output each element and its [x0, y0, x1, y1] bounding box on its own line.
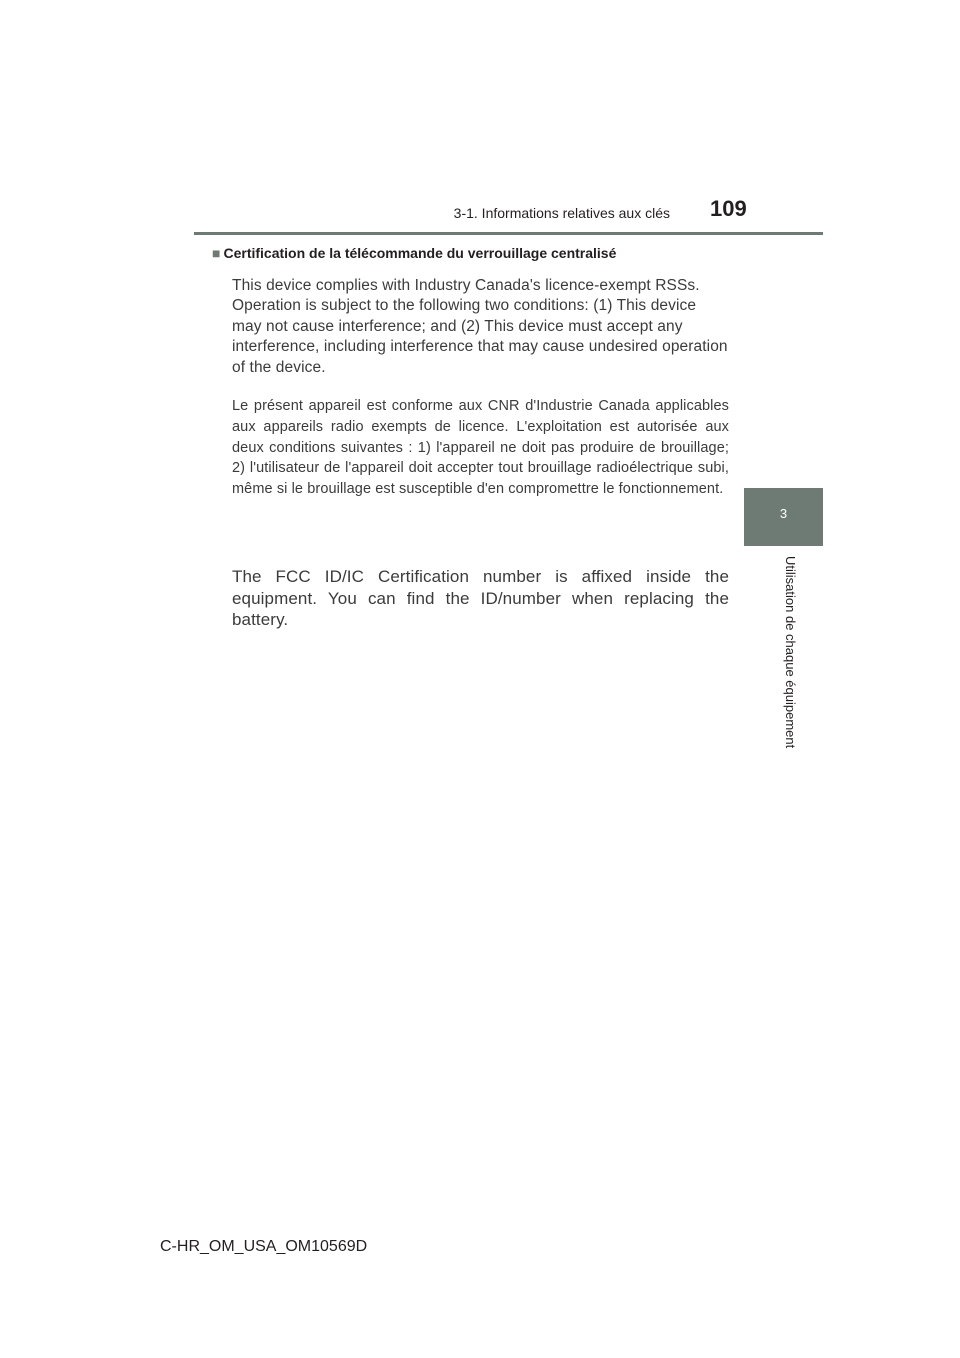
chapter-number: 3: [779, 506, 788, 521]
page-number: 109: [710, 196, 747, 221]
section-marker-icon: ■: [212, 245, 221, 261]
label-fcc-paragraph: The FCC ID/IC Certification number is affixed inside the equipment. You can find the ID/number when replacing the battery.: [232, 567, 729, 629]
footer-document-code: C-HR_OM_USA_OM10569D: [160, 1238, 368, 1255]
section-heading-text: Certification de la télécommande du verrouillage centralisé: [223, 245, 617, 261]
header-section-title: 3-1. Informations relatives aux clés: [453, 205, 670, 221]
chapter-side-title: Utilisation de chaque équipement: [783, 556, 798, 749]
section-heading: [212, 245, 616, 261]
header-rule: [194, 232, 823, 235]
chapter-tab: [744, 488, 823, 546]
label-french-paragraph: Le présent appareil est conforme aux CNR d'Industrie Canada applicables aux appareils radio exempts de licence. L'exploitation est autorisée aux deux conditions suivantes : 1) l'appareil ne doit pas produire de brouillage; 2) l'utilisateur de l'appareil doit accepter tout brouillage radioélectrique subi, même si le brouillage est susceptible d'en compromettre le fonctionnement.: [232, 398, 729, 498]
label-english-paragraph: This device complies with Industry Canada's licence-exempt RSSs. Operation is subject to the following two conditions: (1) This device may not cause interference; and (2) This device must accept any interference, including interference that may cause undesired operation of the device.: [232, 277, 728, 376]
